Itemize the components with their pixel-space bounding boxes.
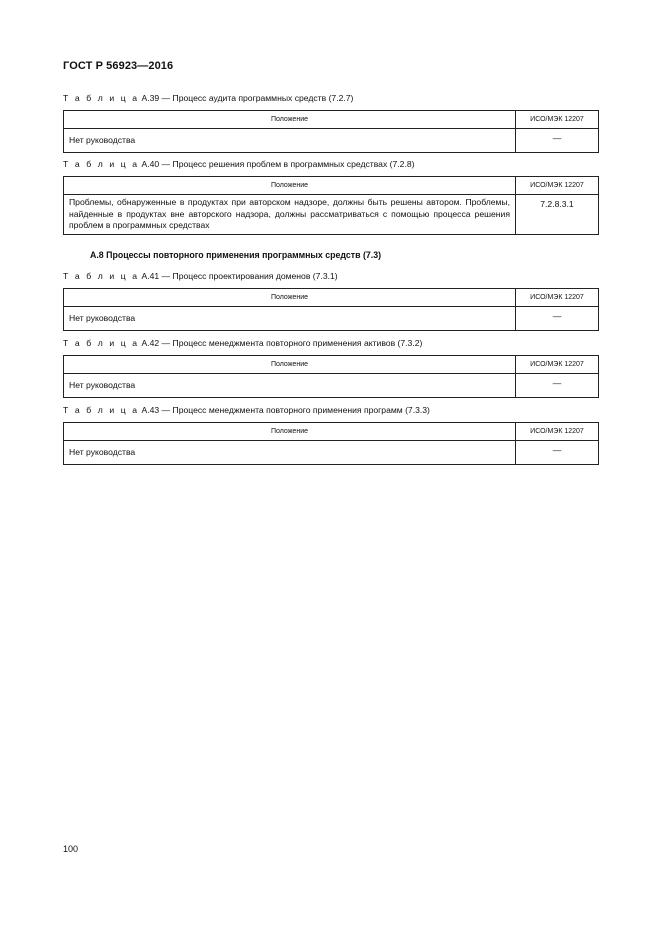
- table-row: [64, 441, 599, 465]
- column-header-position: Положение: [64, 177, 516, 195]
- table-header-row: [64, 356, 599, 374]
- table-a39: [63, 110, 599, 153]
- row-text: Проблемы, обнаруженные в продуктах при авторском надзоре, должны быть решены автором. Проблемы, найденные в продуктах вне авторского надзора, должны рассматриваться с помощью процесса решения проблем в программных средствах: [64, 195, 516, 235]
- table-caption-text: А.39 — Процесс аудита программных средств (7.2.7): [139, 93, 354, 103]
- table-header-row: [64, 177, 599, 195]
- row-reference: —: [516, 374, 599, 398]
- table-caption-text: А.40 — Процесс решения проблем в программных средствах (7.2.8): [139, 159, 415, 169]
- column-header-reference: ИСО/МЭК 12207: [516, 289, 599, 307]
- document-header: ГОСТ Р 56923—2016: [63, 60, 174, 72]
- row-reference: —: [516, 307, 599, 331]
- column-header-position: Положение: [64, 356, 516, 374]
- table-row: [64, 307, 599, 331]
- column-header-reference: ИСО/МЭК 12207: [516, 177, 599, 195]
- table-caption-a40: [63, 158, 414, 170]
- table-a41: [63, 288, 599, 331]
- table-caption-text: А.41 — Процесс проектирования доменов (7.3.1): [139, 271, 338, 281]
- table-header-row: [64, 111, 599, 129]
- column-header-position: Положение: [64, 111, 516, 129]
- column-header-reference: ИСО/МЭК 12207: [516, 356, 599, 374]
- table-a42: [63, 355, 599, 398]
- column-header-reference: ИСО/МЭК 12207: [516, 423, 599, 441]
- table-caption-a43: [63, 404, 430, 416]
- table-row: [64, 195, 599, 235]
- row-reference: —: [516, 441, 599, 465]
- table-header-row: [64, 289, 599, 307]
- table-label: Т а б л и ц а: [63, 338, 140, 348]
- column-header-position: Положение: [64, 289, 516, 307]
- table-caption-text: А.42 — Процесс менеджмента повторного применения активов (7.3.2): [139, 338, 423, 348]
- table-label: Т а б л и ц а: [63, 159, 140, 169]
- table-caption-a41: [63, 270, 338, 282]
- table-row: [64, 129, 599, 153]
- table-row: [64, 374, 599, 398]
- table-label: Т а б л и ц а: [63, 93, 140, 103]
- table-caption-a42: [63, 337, 422, 349]
- table-caption-a39: [63, 92, 353, 104]
- table-caption-text: А.43 — Процесс менеджмента повторного применения программ (7.3.3): [139, 405, 430, 415]
- row-text: Нет руководства: [64, 374, 516, 398]
- row-reference: 7.2.8.3.1: [516, 195, 599, 235]
- table-header-row: [64, 423, 599, 441]
- section-heading: А.8 Процессы повторного применения программных средств (7.3): [90, 250, 382, 260]
- table-a40: [63, 176, 599, 235]
- row-text: Нет руководства: [64, 307, 516, 331]
- row-text: Нет руководства: [64, 129, 516, 153]
- column-header-position: Положение: [64, 423, 516, 441]
- column-header-reference: ИСО/МЭК 12207: [516, 111, 599, 129]
- table-a43: [63, 422, 599, 465]
- table-label: Т а б л и ц а: [63, 405, 140, 415]
- row-reference: —: [516, 129, 599, 153]
- page-number: 100: [63, 844, 79, 854]
- table-label: Т а б л и ц а: [63, 271, 140, 281]
- row-text: Нет руководства: [64, 441, 516, 465]
